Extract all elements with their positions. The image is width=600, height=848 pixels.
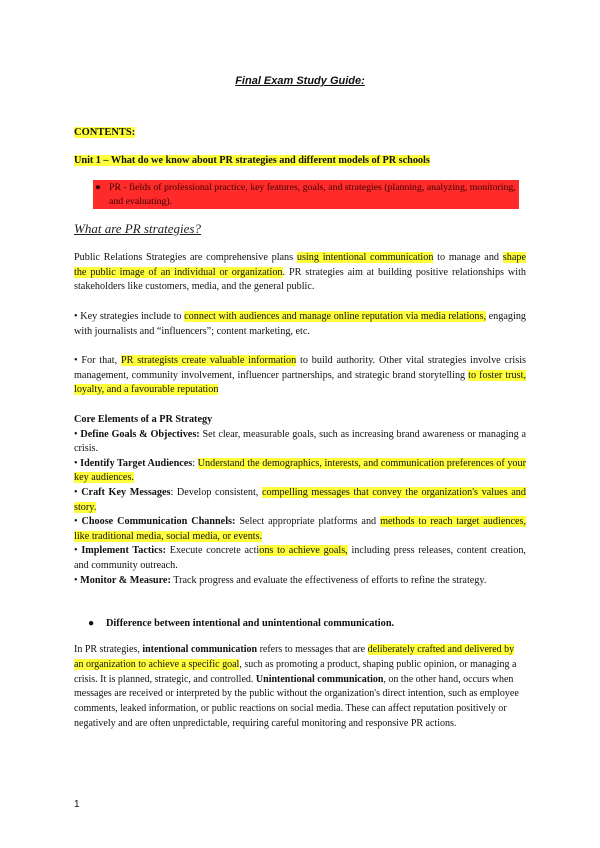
bullet-icon: ● — [88, 618, 95, 629]
core-elements — [74, 413, 526, 588]
core-item-goals: • Define Goals & Objectives: Set clear, measurable goals, such as increasing brand awareness or managing a crisis. — [74, 428, 526, 455]
paragraph-other-strategies: • For that, PR strategists create valuable information to build authority. Other vital strategies involve crisis management, community involvement, influencer partnerships, and strategic brand storytelling to foster trust, loyalty, and a favourable reputation — [74, 355, 526, 396]
paragraph-definition: Public Relations Strategies are comprehensive plans using intentional communication to manage and shape the public image of an individual or organization. PR strategies aim at building positive relationships with stakeholders like customers, media, and the general public. — [74, 252, 526, 293]
core-elements-heading: Core Elements of a PR Strategy — [74, 414, 213, 425]
paragraph-communication: In PR strategies, intentional communication refers to messages that are deliberately crafted and delivered by an organization to achieve a specific goal, such as promoting a product, shaping public opinion, or managing a crisis. It is planned, strategic, and controlled. Unintentional communication, on the other hand, occurs when messages are received or interpreted by the public without the organization's direct intention, such as employee comments, leaked information, or public reactions on social media. These can affect reputation positively or negatively and are often unpredictable, requiring careful monitoring and responsive PR actions. — [74, 644, 519, 729]
contents-label: CONTENTS: — [74, 127, 136, 138]
paragraph-key-strategies: • Key strategies include to connect with audiences and manage online reputation via media relations, engaging with journalists and “influencers”; content marketing, etc. — [74, 311, 527, 337]
document-title: Final Exam Study Guide: — [235, 75, 365, 87]
core-item-messages: • Craft Key Messages: Develop consistent, compelling messages that convey the organization's values and story. — [74, 486, 526, 513]
difference-heading: ● Difference between intentional and unintentional communication. — [106, 617, 394, 632]
bullet-icon: ● — [95, 182, 101, 193]
core-item-audiences: • Identify Target Audiences: Understand the demographics, interests, and communication preferences of your key audiences. — [74, 457, 526, 484]
unit-heading: Unit 1 – What do we know about PR strategies and different models of PR schools — [74, 155, 430, 166]
core-item-tactics: • Implement Tactics: Execute concrete actions to achieve goals, including press releases, content creation, and community outreach. — [74, 545, 526, 571]
page-number: 1 — [74, 799, 80, 810]
core-item-channels: • Choose Communication Channels: Select appropriate platforms and methods to reach target audiences, like traditional media, social media, or events. — [74, 516, 527, 542]
section-heading: What are PR strategies? — [74, 221, 201, 236]
core-item-monitor: • Monitor & Measure: Track progress and evaluate the effectiveness of efforts to refine the strategy. — [74, 574, 487, 586]
red-highlighted-item: ● PR - fields of professional practice, key features, goals, and strategies (planning, analyzing, monitoring, and evaluating). — [93, 180, 519, 209]
